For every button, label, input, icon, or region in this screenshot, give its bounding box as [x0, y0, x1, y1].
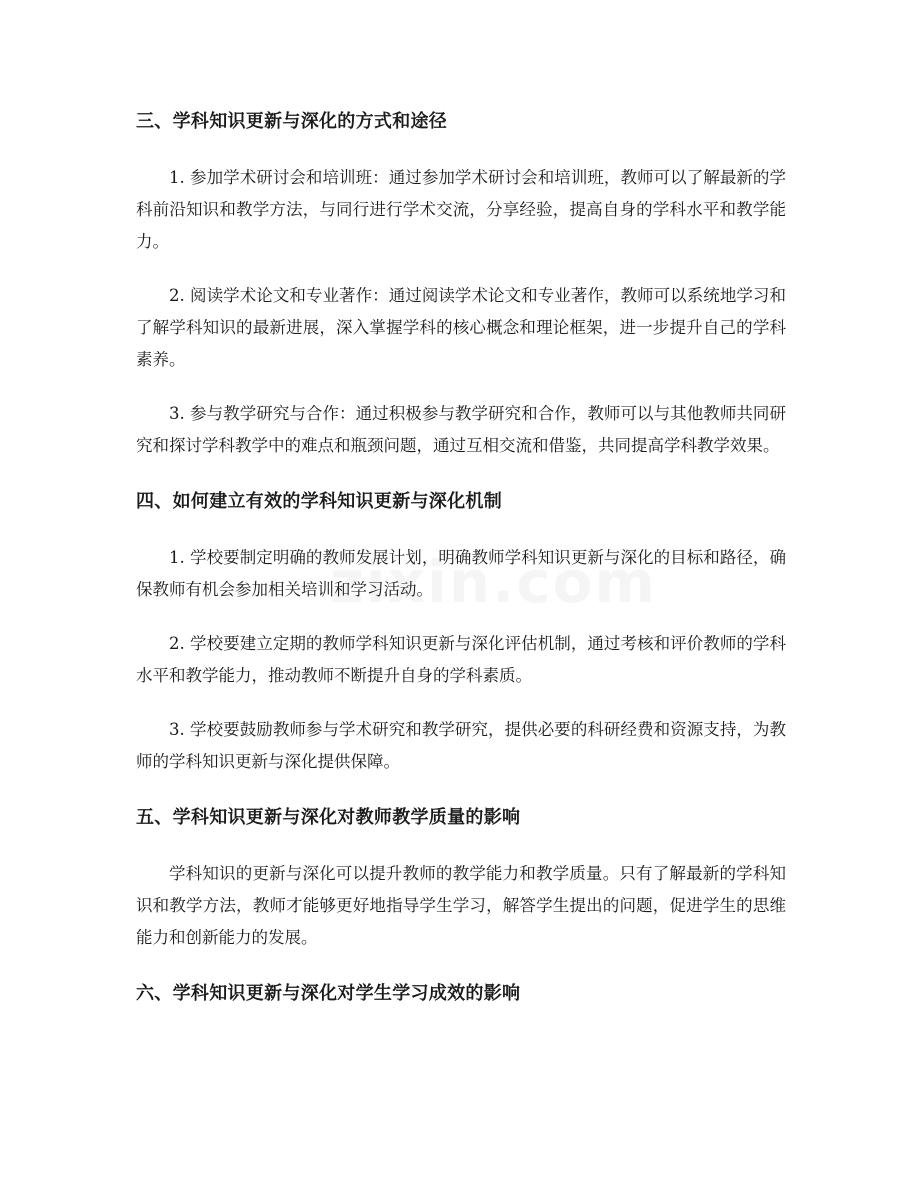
paragraph: 2. 学校要建立定期的教师学科知识更新与深化评估机制，通过考核和评价教师的学科水平和教学能力，推动教师不断提升自身的学科素质。: [136, 634, 786, 685]
section-4: [136, 484, 786, 778]
document-body: [136, 104, 786, 1034]
paragraph: 3. 学校要鼓励教师参与学术研究和教学研究，提供必要的科研经费和资源支持，为教师的学科知识更新与深化提供保障。: [136, 720, 786, 771]
section-heading: 五、学科知识更新与深化对教师教学质量的影响: [136, 807, 521, 828]
section-heading: 六、学科知识更新与深化对学生学习成效的影响: [136, 983, 521, 1004]
paragraph: 2. 阅读学术论文和专业著作：通过阅读学术论文和专业著作，教师可以系统地学习和了解学科知识的最新进展，深入掌握学科的核心概念和理论框架，进一步提升自己的学科素养。: [136, 286, 786, 369]
paragraph: 3. 参与教学研究与合作：通过积极参与教学研究和合作，教师可以与其他教师共同研究和探讨学科教学中的难点和瓶颈问题，通过互相交流和借鉴，共同提高学科教学效果。: [136, 404, 786, 455]
section-6: [136, 976, 786, 1012]
section-heading: 四、如何建立有效的学科知识更新与深化机制: [136, 491, 502, 512]
section-heading: 三、学科知识更新与深化的方式和途径: [136, 111, 448, 132]
paragraph: 1. 参加学术研讨会和培训班：通过参加学术研讨会和培训班，教师可以了解最新的学科前沿知识和教学方法，与同行进行学术交流，分享经验，提高自身的学科水平和教学能力。: [136, 168, 786, 251]
section-5: [136, 800, 786, 954]
paragraph: 学科知识的更新与深化可以提升教师的教学能力和教学质量。只有了解最新的学科知识和教学方法，教师才能够更好地指导学生学习，解答学生提出的问题，促进学生的思维能力和创新能力的发展。: [136, 864, 786, 947]
section-3: [136, 104, 786, 462]
paragraph: 1. 学校要制定明确的教师发展计划，明确教师学科知识更新与深化的目标和路径，确保教师有机会参加相关培训和学习活动。: [136, 548, 786, 599]
